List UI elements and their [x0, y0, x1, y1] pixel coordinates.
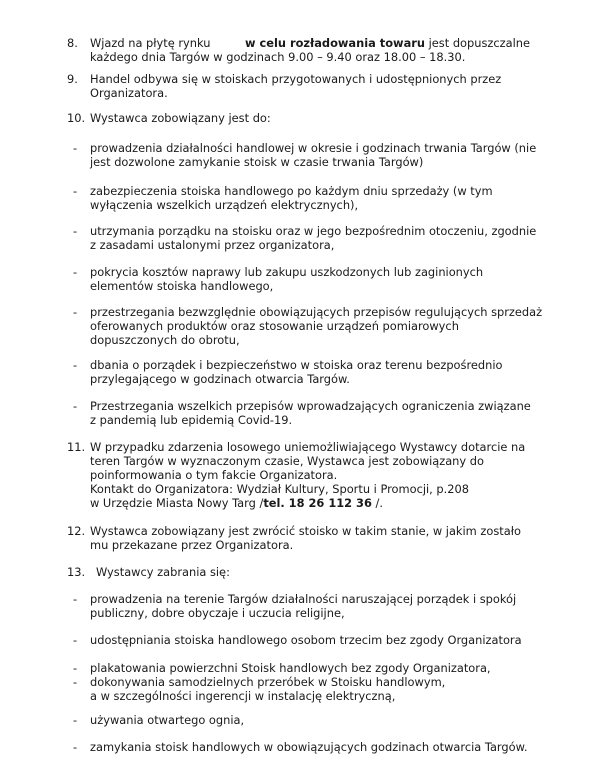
item-number: 13. — [67, 565, 86, 579]
bullet-dash: - — [73, 633, 78, 647]
bullet-text: dopuszczonych do obrotu, — [90, 333, 240, 347]
item-text-line: teren Targów w wyznaczonym czasie, Wystawca jest zobowiązany do — [90, 454, 484, 468]
item-text-line: każdego dnia Targów w godzinach 9.00 – 9.40 oraz 18.00 – 18.30. — [90, 50, 466, 64]
item-number: 10. — [67, 111, 86, 125]
bullet-dash: - — [73, 592, 78, 606]
phone-number: tel. 18 26 112 36 — [263, 496, 372, 510]
contact-line: Kontakt do Organizatora: Wydział Kultury, Sportu i Promocji, p.208 — [90, 482, 470, 496]
item-text-line: Wystawca zobowiązany jest do: — [90, 111, 271, 125]
item-text-line: Wjazd na płytę rynku w celu rozładowania towaru jest dopuszczalne — [90, 36, 530, 50]
bullet-text: zamykania stoisk handlowych w obowiązujących godzinach otwarcia Targów. — [90, 740, 528, 754]
bullet-text: prowadzenia działalności handlowej w okresie i godzinach trwania Targów (nie — [90, 141, 537, 155]
bullet-text: pokrycia kosztów naprawy lub zakupu uszkodzonych lub zaginionych — [90, 265, 484, 279]
bullet-text: przestrzegania bezwzględnie obowiązujących przepisów regulujących sprzedaż — [90, 305, 543, 319]
bullet-text: dokonywania samodzielnych przeróbek w Stoisku handlowym, — [90, 675, 446, 689]
bullet-text: utrzymania porządku na stoisku oraz w jego bezpośrednim otoczeniu, zgodnie — [90, 224, 537, 238]
bullet-text: plakatowania powierzchni Stoisk handlowych bez zgody Organizatora, — [90, 661, 491, 675]
bullet-text: przylegającego w godzinach otwarcia Targów. — [90, 372, 350, 386]
item-number: 12. — [67, 524, 86, 538]
bullet-dash: - — [73, 141, 78, 155]
bullet-dash: - — [73, 740, 78, 754]
item-text-line: W przypadku zdarzenia losowego uniemożliwiającego Wystawcy dotarcie na — [90, 440, 526, 454]
item-text-line: Wystawcy zabrania się: — [96, 565, 230, 579]
bullet-text: zabezpieczenia stoiska handlowego po każdym dniu sprzedaży (w tym — [90, 184, 493, 198]
bullet-text: a w szczególności ingerencji w instalację elektryczną, — [90, 689, 396, 703]
bold-phrase: w celu rozładowania towaru — [245, 36, 425, 50]
bullet-text: Przestrzegania wszelkich przepisów wprowadzających ograniczenia związane — [90, 399, 531, 413]
bullet-dash: - — [73, 661, 78, 675]
bullet-dash: - — [73, 675, 78, 689]
bullet-text: oferowanych produktów oraz stosowanie urządzeń pomiarowych — [90, 319, 459, 333]
item-number: 11. — [67, 440, 86, 454]
bullet-dash: - — [73, 358, 78, 372]
item-number: 9. — [67, 72, 78, 86]
bullet-dash: - — [73, 265, 78, 279]
bullet-text: prowadzenia na terenie Targów działalności naruszającej porządek i spokój — [90, 592, 517, 606]
bullet-text: jest dozwolone zamykanie stoisk w czasie trwania Targów) — [90, 155, 424, 169]
bullet-dash: - — [73, 399, 78, 413]
bullet-text: udostępniania stoiska handlowego osobom trzecim bez zgody Organizatora — [90, 633, 522, 647]
item-text-line: Organizatora. — [90, 86, 168, 100]
item-text-line: poinformowania o tym fakcie Organizatora. — [90, 468, 338, 482]
bullet-text: używania otwartego ognia, — [90, 713, 245, 727]
bullet-dash: - — [73, 305, 78, 319]
bullet-text: wyłączenia wszelkich urządzeń elektrycznych), — [90, 198, 359, 212]
item-text-line: mu przekazane przez Organizatora. — [90, 538, 294, 552]
bullet-dash: - — [73, 184, 78, 198]
bullet-text: elementów stoiska handlowego, — [90, 279, 274, 293]
bullet-text: z zasadami ustalonymi przez organizatora, — [90, 238, 335, 252]
contact-line: w Urzędzie Miasta Nowy Targ /tel. 18 26 112 36 /. — [90, 496, 384, 510]
item-text-line: Wystawca zobowiązany jest zwrócić stoisko w takim stanie, w jakim zostało — [90, 524, 521, 538]
bullet-dash: - — [73, 713, 78, 727]
bullet-text: dbania o porządek i bezpieczeństwo w stoiska oraz terenu bezpośrednio — [90, 358, 503, 372]
bullet-text: publiczny, dobre obyczaje i uczucia religijne, — [90, 606, 345, 620]
item-number: 8. — [67, 36, 78, 50]
bullet-dash: - — [73, 224, 78, 238]
bullet-text: z pandemią lub epidemią Covid-19. — [90, 413, 293, 427]
item-text-line: Handel odbywa się w stoiskach przygotowanych i udostępnionych przez — [90, 72, 502, 86]
